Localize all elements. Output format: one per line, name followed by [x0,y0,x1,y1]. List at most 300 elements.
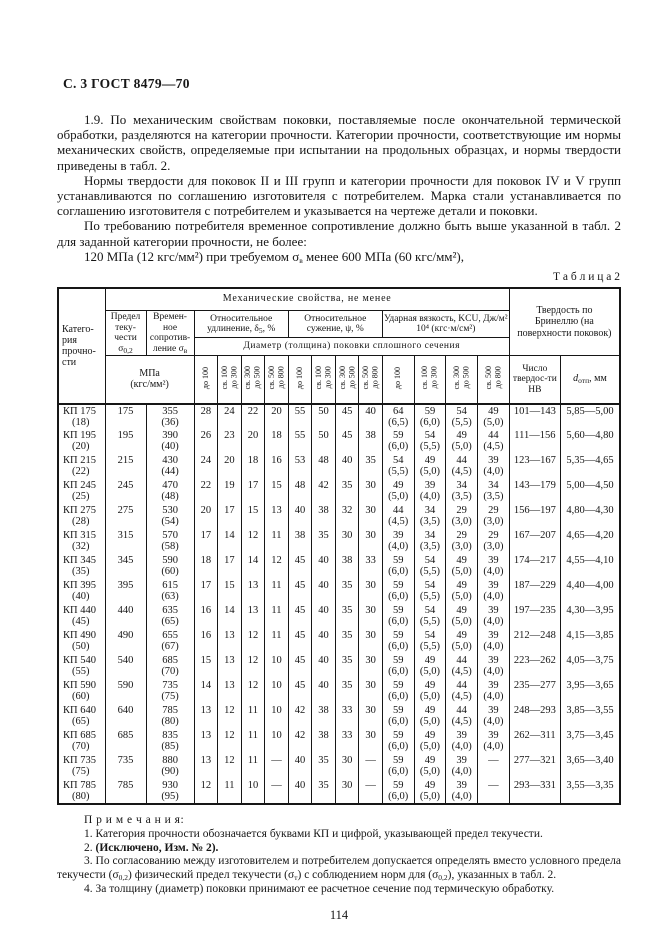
table-head [58,288,620,404]
table-row [58,504,620,529]
cell-hardness-range: 174—217 [509,554,560,579]
table-body [58,404,620,804]
cell-hardness-range: 277—321 [509,754,560,779]
cell-elongation: 15 [241,504,265,529]
cell-imprint-diameter: 4,55—4,10 [560,554,620,579]
cell-impact-strength: 59 (6,0) [382,679,414,704]
cell-category: КП 540 (55) [58,654,105,679]
col-header-category: Катего-рия прочно-сти [58,288,105,404]
cell-impact-strength: 34 (3,5) [478,479,510,504]
cell-impact-strength: 54 (5,5) [414,429,446,454]
cell-imprint-diameter: 4,15—3,85 [560,629,620,654]
cell-hardness-range: 111—156 [509,429,560,454]
cell-elongation: 16 [194,604,218,629]
table-row [58,454,620,479]
cell-elongation: 11 [265,629,289,654]
paragraph-tensile-requirement: По требованию потребителя временное сопротивление должно быть выше указанной в табл. 2 для заданной категории прочности, не более: [57,218,621,249]
cell-tensile-strength: 685 (70) [146,654,194,679]
cell-impact-strength: 44 (4,5) [446,654,478,679]
note-2-number: 2. [84,841,96,854]
cell-elongation: 17 [194,579,218,604]
cell-imprint-diameter: 3,85—3,55 [560,704,620,729]
cell-contraction: 30 [335,754,359,779]
col-header-impact: Ударная вязкость, KCU, Дж/м² 10⁴ (кгс·м/см²) [382,311,509,338]
cell-yield-strength: 345 [105,554,146,579]
table-row [58,754,620,779]
cell-category: КП 640 (65) [58,704,105,729]
cell-contraction: 45 [335,429,359,454]
cell-contraction: 38 [312,504,336,529]
cell-elongation: 17 [218,554,242,579]
cell-elongation: 11 [241,704,265,729]
cell-elongation: 11 [241,754,265,779]
mechanical-properties-table [57,287,621,805]
cell-elongation: 11 [265,579,289,604]
cell-impact-strength: 49 (5,0) [414,729,446,754]
cell-elongation: 13 [218,654,242,679]
cell-elongation: 13 [194,729,218,754]
cell-impact-strength: 59 (6,0) [382,429,414,454]
note-item-3: 3. По согласованию между изготовителем и потребителем допускается определять вместо условного предела текучести $(\sigma_{0,2})$ физический предел текучести $(\sigma_т)$ с соблюдением норм для $(\sigma_{0,2})$, указанных в табл. 2. [57,855,621,883]
cell-elongation: 13 [265,504,289,529]
cell-elongation: 14 [241,554,265,579]
cell-contraction: 30 [359,579,383,604]
cell-impact-strength: 64 (6,5) [382,404,414,429]
cell-imprint-diameter: 3,65—3,40 [560,754,620,779]
cell-contraction: 35 [312,779,336,804]
cell-impact-strength: 49 (5,0) [414,704,446,729]
cell-contraction: 55 [288,404,312,429]
cell-category: КП 590 (60) [58,679,105,704]
cell-tensile-strength: 635 (65) [146,604,194,629]
cell-elongation: 22 [194,479,218,504]
cell-category: КП 175 (18) [58,404,105,429]
notes-section [57,814,621,897]
cell-tensile-strength: 835 (85) [146,729,194,754]
cell-elongation: 17 [194,529,218,554]
cell-yield-strength: 590 [105,679,146,704]
cell-yield-strength: 735 [105,754,146,779]
cell-elongation: 13 [194,704,218,729]
cell-elongation: 16 [265,454,289,479]
cell-elongation: 17 [241,479,265,504]
elongation-subscript: 5 [258,326,263,336]
tensile-label: Времен-ное сопротив-ление σ [149,312,191,354]
cell-elongation: 12 [218,704,242,729]
cell-impact-strength: 34 (3,5) [414,529,446,554]
cell-impact-strength: 49 (5,0) [446,604,478,629]
cell-elongation: 10 [241,779,265,804]
cell-imprint-diameter: 3,55—3,35 [560,779,620,804]
cell-impact-strength: 49 (5,0) [446,579,478,604]
col-header-mpa [105,356,194,405]
notes-heading: П р и м е ч а н и я: [84,814,185,827]
cell-contraction: 53 [288,454,312,479]
sigma-v-subscript: в [299,255,303,265]
cell-impact-strength: 59 (6,0) [382,779,414,804]
cell-elongation: 15 [194,654,218,679]
cell-impact-strength: 44 (4,5) [446,679,478,704]
cell-elongation: 12 [265,554,289,579]
cell-category: КП 735 (75) [58,754,105,779]
cell-impact-strength: 59 (6,0) [414,404,446,429]
cell-contraction: 30 [335,779,359,804]
kgs-unit: (кгс/мм²) [130,378,169,390]
cell-elongation: 10 [265,679,289,704]
cell-contraction: 30 [359,679,383,704]
page-header: С. 3 ГОСТ 8479—70 [63,76,190,91]
cell-impact-strength: — [478,779,510,804]
cell-yield-strength: 785 [105,779,146,804]
cell-impact-strength: 34 (3,5) [446,479,478,504]
cell-contraction: 50 [312,404,336,429]
cell-tensile-strength: 880 (90) [146,754,194,779]
cell-elongation: 16 [194,629,218,654]
d-unit: , мм [589,373,607,385]
cell-contraction: 32 [335,504,359,529]
cell-contraction: 42 [288,704,312,729]
elongation-unit: , % [262,324,276,335]
table-row [58,404,620,429]
cell-tensile-strength: 735 (75) [146,679,194,704]
col-header-contr-300-500: св. 300 до 500 [335,356,359,405]
cell-category: КП 785 (80) [58,779,105,804]
cell-category: КП 440 (45) [58,604,105,629]
cell-elongation: 12 [241,679,265,704]
limit-text-post: менее 600 МПа (60 кгс/мм²), [302,248,465,264]
col-header-elong-100-300: св. 100 до 300 [218,356,242,405]
table-row [58,529,620,554]
cell-contraction: 30 [359,654,383,679]
cell-elongation: 12 [241,529,265,554]
cell-yield-strength: 490 [105,629,146,654]
cell-category: КП 685 (70) [58,729,105,754]
cell-impact-strength: 54 (5,5) [414,629,446,654]
d-symbol: d [573,373,579,385]
cell-impact-strength: 59 (6,0) [382,604,414,629]
cell-impact-strength: 44 (4,5) [446,704,478,729]
table-row [58,604,620,629]
limit-text-pre: 120 МПа (12 кгс/мм²) при требуемом σ [84,248,300,264]
cell-category: КП 315 (32) [58,529,105,554]
cell-contraction: 45 [288,629,312,654]
cell-impact-strength: 59 (6,0) [382,704,414,729]
cell-category: КП 275 (28) [58,504,105,529]
note-item-2 [57,842,621,856]
cell-elongation: 18 [241,454,265,479]
cell-contraction: 40 [312,579,336,604]
cell-contraction: 48 [312,454,336,479]
cell-hardness-range: 197—235 [509,604,560,629]
cell-category: КП 490 (50) [58,629,105,654]
cell-impact-strength: 39 (4,0) [478,729,510,754]
cell-impact-strength: 39 (4,0) [478,654,510,679]
cell-impact-strength: 59 (6,0) [382,729,414,754]
cell-yield-strength: 540 [105,654,146,679]
col-header-impact-upto-100: до 100 [382,356,414,405]
cell-contraction: 33 [359,554,383,579]
note-item-4: 4. За толщину (диаметр) поковки принимают ее расчетное сечение под термическую обработку. [84,883,555,896]
cell-impact-strength: 29 (3,0) [478,529,510,554]
cell-elongation: 11 [265,529,289,554]
cell-contraction: 30 [359,704,383,729]
cell-contraction: 30 [359,604,383,629]
cell-contraction: 40 [288,754,312,779]
cell-contraction: — [359,754,383,779]
cell-contraction: 45 [288,554,312,579]
cell-contraction: 35 [312,754,336,779]
cell-impact-strength: 39 (4,0) [382,529,414,554]
cell-elongation: 13 [194,754,218,779]
cell-elongation: 18 [265,429,289,454]
cell-tensile-strength: 570 (58) [146,529,194,554]
cell-imprint-diameter: 4,65—4,20 [560,529,620,554]
col-header-contr-500-800: св. 500 до 800 [359,356,383,405]
cell-contraction: 35 [335,604,359,629]
cell-impact-strength: 39 (4,0) [478,579,510,604]
table-row [58,729,620,754]
cell-imprint-diameter: 5,35—4,65 [560,454,620,479]
cell-hardness-range: 123—167 [509,454,560,479]
cell-contraction: 40 [312,554,336,579]
col-header-elong-upto-100: до 100 [194,356,218,405]
cell-contraction: 45 [288,679,312,704]
cell-category: КП 245 (25) [58,479,105,504]
cell-hardness-range: 293—331 [509,779,560,804]
cell-tensile-strength: 390 (40) [146,429,194,454]
cell-yield-strength: 440 [105,604,146,629]
cell-elongation: 15 [218,579,242,604]
cell-elongation: 14 [218,604,242,629]
cell-contraction: 45 [335,404,359,429]
cell-yield-strength: 640 [105,704,146,729]
col-header-elong-300-500: св. 300 до 500 [241,356,265,405]
cell-hardness-range: 156—197 [509,504,560,529]
cell-elongation: 11 [241,729,265,754]
cell-yield-strength: 195 [105,429,146,454]
yield-subscript: 0,2 [123,345,133,355]
cell-contraction: 38 [312,729,336,754]
cell-hardness-range: 248—293 [509,704,560,729]
cell-impact-strength: 29 (3,0) [478,504,510,529]
table-row [58,679,620,704]
cell-contraction: 40 [312,629,336,654]
cell-contraction: 35 [359,454,383,479]
cell-elongation: 11 [265,604,289,629]
col-header-elongation [194,311,288,338]
cell-impact-strength: 44 (4,5) [478,429,510,454]
cell-contraction: 40 [312,679,336,704]
cell-contraction: 30 [359,479,383,504]
cell-impact-strength: 59 (6,0) [382,554,414,579]
cell-elongation: 14 [194,679,218,704]
cell-elongation: 22 [241,404,265,429]
cell-contraction: 35 [335,629,359,654]
cell-elongation: 20 [218,454,242,479]
cell-elongation: 19 [218,479,242,504]
cell-contraction: 45 [288,579,312,604]
cell-hardness-range: 143—179 [509,479,560,504]
cell-elongation: 12 [241,629,265,654]
cell-imprint-diameter: 4,80—4,30 [560,504,620,529]
cell-imprint-diameter: 3,95—3,65 [560,679,620,704]
cell-hardness-range: 167—207 [509,529,560,554]
cell-contraction: 33 [335,729,359,754]
cell-category: КП 395 (40) [58,579,105,604]
cell-elongation: 18 [194,554,218,579]
col-header-impact-300-500: св. 300 до 500 [446,356,478,405]
table-caption: Т а б л и ц а 2 [552,271,620,284]
cell-contraction: 38 [312,704,336,729]
col-header-contr-100-300: св. 100 до 300 [312,356,336,405]
cell-tensile-strength: 590 (60) [146,554,194,579]
col-header-diameter: Диаметр (толщина) поковки сплошного сечения [194,338,509,356]
cell-tensile-strength: 430 (44) [146,454,194,479]
cell-impact-strength: 49 (5,0) [382,479,414,504]
paragraph-tensile-limit [57,249,621,264]
col-header-impact-100-300: св. 100 до 300 [414,356,446,405]
col-header-mechanical: Механические свойства, не менее [105,288,509,311]
cell-impact-strength: 59 (6,0) [382,629,414,654]
cell-impact-strength: 49 (5,0) [478,404,510,429]
cell-impact-strength: 49 (5,0) [414,679,446,704]
cell-impact-strength: 54 (5,5) [382,454,414,479]
cell-contraction: 35 [312,529,336,554]
cell-contraction: 45 [288,604,312,629]
cell-contraction: 35 [335,479,359,504]
table-row [58,779,620,804]
cell-contraction: 38 [335,554,359,579]
cell-contraction: 30 [335,529,359,554]
cell-elongation: 20 [241,429,265,454]
cell-tensile-strength: 655 (67) [146,629,194,654]
note-2-excluded: (Исключено, Изм. № 2). [95,841,219,854]
cell-elongation: — [265,754,289,779]
table-row [58,579,620,604]
cell-impact-strength: 54 (5,5) [446,404,478,429]
cell-yield-strength: 275 [105,504,146,529]
cell-category: КП 215 (22) [58,454,105,479]
cell-elongation: 12 [241,654,265,679]
cell-tensile-strength: 470 (48) [146,479,194,504]
note-item-1: 1. Категория прочности обозначается буквами КП и цифрой, указывающей предел текучести. [84,827,543,840]
cell-hardness-range: 212—248 [509,629,560,654]
col-header-tensile [146,311,194,356]
cell-contraction: 40 [359,404,383,429]
col-header-imprint-diameter [560,356,620,405]
cell-impact-strength: 59 (6,0) [382,654,414,679]
cell-impact-strength: 59 (6,0) [382,754,414,779]
cell-elongation: 24 [194,454,218,479]
cell-imprint-diameter: 5,00—4,50 [560,479,620,504]
cell-elongation: 23 [218,429,242,454]
cell-elongation: 24 [218,404,242,429]
col-header-contr-upto-100: до 100 [288,356,312,405]
cell-tensile-strength: 785 (80) [146,704,194,729]
table-row [58,429,620,454]
cell-impact-strength: 39 (4,0) [478,454,510,479]
cell-elongation: 11 [218,779,242,804]
col-header-hardness-number: Число твердос-ти НВ [509,356,560,405]
page-number: 114 [329,907,349,922]
mpa-unit: МПа [139,368,160,380]
table-row [58,629,620,654]
cell-tensile-strength: 615 (63) [146,579,194,604]
cell-contraction: 30 [359,504,383,529]
cell-hardness-range: 223—262 [509,654,560,679]
cell-contraction: 40 [288,779,312,804]
col-header-elong-500-800: св. 500 до 800 [265,356,289,405]
cell-contraction: 38 [359,429,383,454]
cell-contraction: 48 [288,479,312,504]
cell-elongation: 20 [194,504,218,529]
col-header-impact-500-800: св. 500 до 800 [478,356,510,405]
cell-contraction: 55 [288,429,312,454]
cell-contraction: 33 [335,704,359,729]
cell-impact-strength: 49 (5,0) [446,629,478,654]
cell-impact-strength: 39 (4,0) [478,679,510,704]
table-row [58,479,620,504]
cell-impact-strength: 49 (5,0) [446,429,478,454]
cell-impact-strength: 39 (4,0) [478,554,510,579]
cell-impact-strength: 44 (4,5) [446,454,478,479]
cell-category: КП 195 (20) [58,429,105,454]
cell-elongation: 13 [241,604,265,629]
col-header-brinell: Твердость по Бринеллю (на поверхности поковок) [509,288,620,356]
cell-impact-strength: 44 (4,5) [382,504,414,529]
cell-impact-strength: 49 (5,0) [414,654,446,679]
cell-contraction: 30 [359,629,383,654]
cell-category: КП 345 (35) [58,554,105,579]
cell-impact-strength: 29 (3,0) [446,504,478,529]
cell-impact-strength: 39 (4,0) [446,754,478,779]
cell-contraction: 38 [288,529,312,554]
cell-imprint-diameter: 4,30—3,95 [560,604,620,629]
d-subscript: отп [578,376,590,386]
cell-imprint-diameter: 5,60—4,80 [560,429,620,454]
table-row [58,654,620,679]
cell-impact-strength: 39 (4,0) [446,729,478,754]
col-header-yield [105,311,146,356]
cell-elongation: 14 [218,529,242,554]
cell-yield-strength: 175 [105,404,146,429]
paragraph-hardness-norms: Нормы твердости для поковок II и III групп и категории прочности для поковок IV и V групп устанавливаются по соглашению изготовителя с потребителем. Марка стали устанавливается по соглашению изготовителя с потребителем и указывается на чертеже детали и поковки. [57,172,621,219]
cell-contraction: 35 [335,654,359,679]
cell-impact-strength: 59 (6,0) [382,579,414,604]
cell-impact-strength: 54 (5,5) [414,604,446,629]
cell-imprint-diameter: 4,40—4,00 [560,579,620,604]
cell-contraction: 40 [288,504,312,529]
cell-contraction: 40 [312,604,336,629]
cell-contraction: 45 [288,654,312,679]
cell-impact-strength: 49 (5,0) [414,754,446,779]
cell-contraction: 42 [312,479,336,504]
cell-contraction: 40 [335,454,359,479]
cell-yield-strength: 315 [105,529,146,554]
cell-hardness-range: 101—143 [509,404,560,429]
cell-contraction: 35 [335,679,359,704]
table-row [58,704,620,729]
col-header-contraction: Относительное сужение, ψ, % [288,311,382,338]
cell-impact-strength: 54 (5,5) [414,579,446,604]
cell-imprint-diameter: 5,85—5,00 [560,404,620,429]
cell-elongation: 13 [218,629,242,654]
cell-elongation: 28 [194,404,218,429]
table-row [58,554,620,579]
cell-tensile-strength: 930 (95) [146,779,194,804]
cell-elongation: 17 [218,504,242,529]
cell-elongation: 10 [265,729,289,754]
